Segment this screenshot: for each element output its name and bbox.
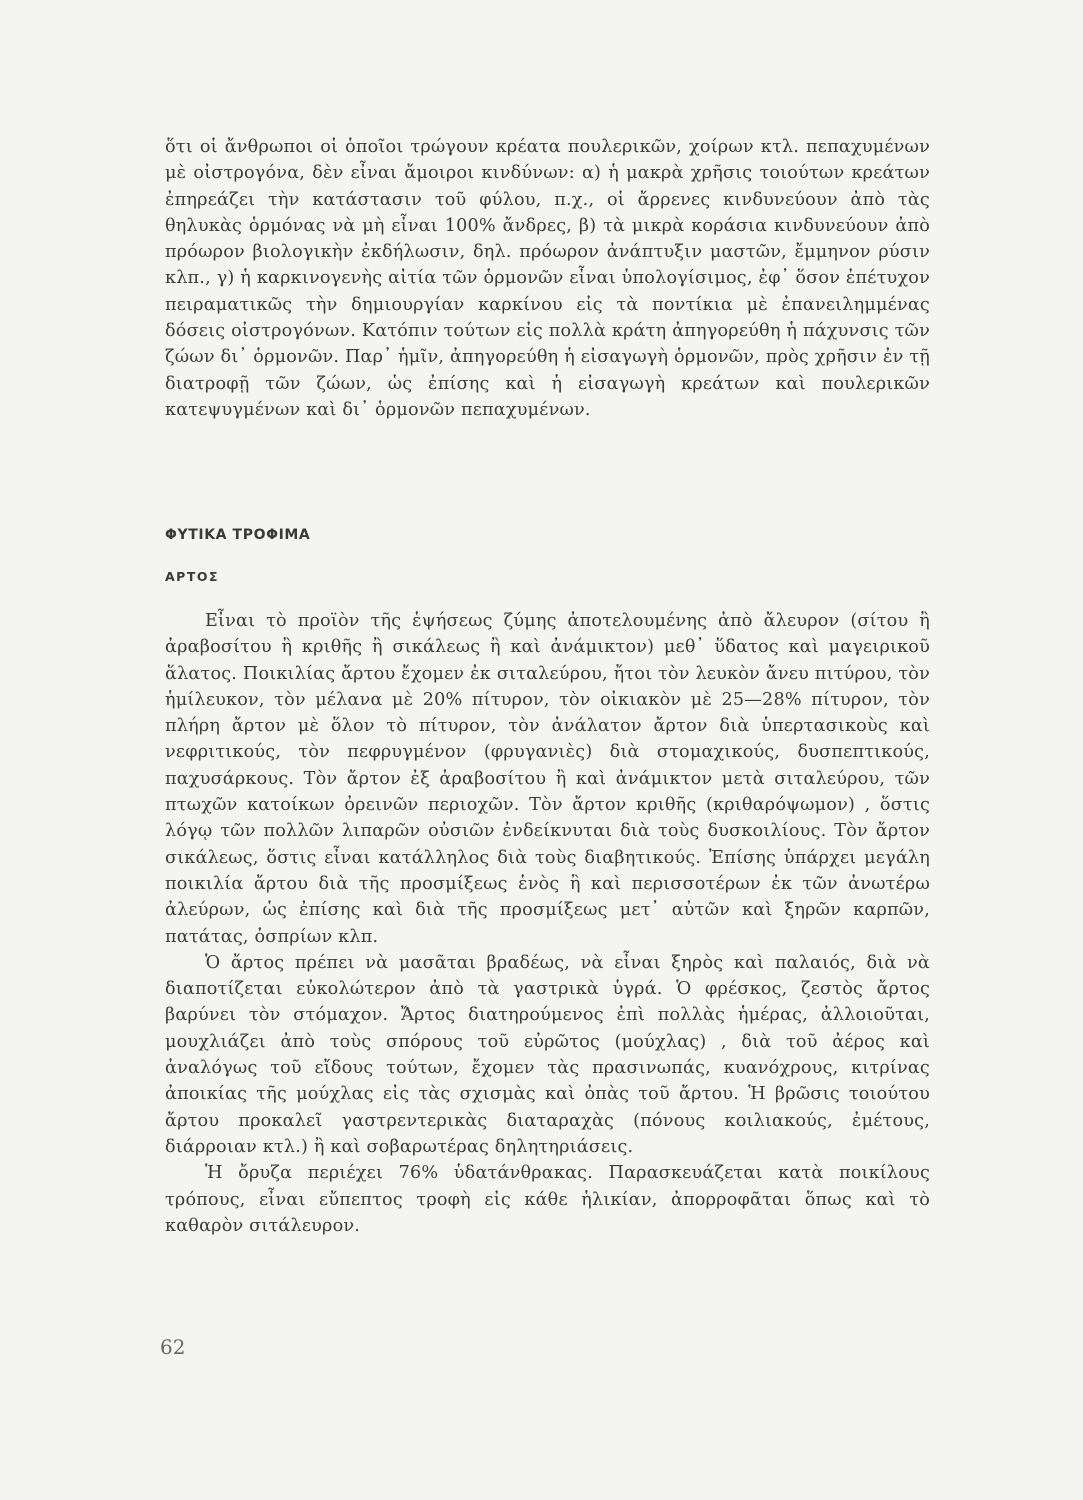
bread-paragraph: Ὁ ἄρτος πρέπει νὰ μασᾶται βραδέως, νὰ εἶναι ξηρὸς καὶ παλαιός, διὰ νὰ διαποτίζεται εὐκολώτερον ἀπὸ τὰ γαστρικὰ ὑγρά. Ὁ φρέσκος, ζεστὸς ἄρτος βαρύνει τὸν στόμαχον. Ἄρτος διατηρούμενος ἐπὶ πολλὰς ἡμέρας, ἀλλοιοῦται, μουχλιάζει ἀπὸ τοὺς σπόρους τοῦ εὐρῶτος (μούχλας) , διὰ τοῦ ἀέρος καὶ ἀναλόγως τοῦ εἴδους τούτων, ἔχομεν τὰς πρασινωπάς, κυανόχρους, κιτρίνας ἀποικίας τῆς μούχλας εἰς τὰς σχισμὰς καὶ ὀπὰς τοῦ ἄρτου. Ἡ βρῶσις τοιούτου ἄρτου προκαλεῖ γαστρεντερικὰς διαταραχὰς (πόνους κοιλιακούς, ἐμέτους, διάρροιαν κτλ.) ἢ καὶ σοβαρωτέρας δηλητηριάσεις. [165,952,930,1157]
intro-paragraph: ὅτι οἱ ἄνθρωποι οἱ ὁποῖοι τρώγουν κρέατα πουλερικῶν, χοίρων κτλ. πεπαχυμένων μὲ οἰστρογόνα, δὲν εἶναι ἄμοιροι κινδύνων: α) ἡ μακρὰ χρῆσις τοιούτων κρεάτων ἐπηρεάζει τὴν κατάστασιν τοῦ φύλου, π.χ., οἱ ἄρρενες κινδυνεύουν ἀπὸ τὰς θηλυκὰς ὁρμόνας νὰ μὴ εἶναι 100% ἄνδρες, β) τὰ μικρὰ κοράσια κινδυνεύουν ἀπὸ πρόωρον βιολογικὴν ἐκδήλωσιν, δηλ. πρόωρον ἀνάπτυξιν μαστῶν, ἔμμηνον ρύσιν κλπ., γ) ἡ καρκινογενὴς αἰτία τῶν ὁρμονῶν εἶναι ὑπολογίσιμος, ἐφ᾿ ὅσον ἐπέτυχον πειραματικῶς τὴν δημιουργίαν καρκίνου εἰς τὰ ποντίκια μὲ ἐπανειλημμένας δόσεις οἰστρογόνων. Κατόπιν τούτων εἰς πολλὰ κράτη ἀπηγορεύθη ἡ πάχυνσις τῶν ζώων δι᾿ ὁρμονῶν. Παρ᾿ ἡμῖν, ἀπηγορεύθη ἡ εἰσαγωγὴ ὁρμονῶν, πρὸς χρῆσιν ἐν τῇ διατροφῇ τῶν ζώων, ὡς ἐπίσης καὶ ἡ εἰσαγωγὴ κρεάτων καὶ πουλερικῶν κατεψυγμένων καὶ δι᾿ ὁρμονῶν πεπαχυμένων. [165,137,930,420]
rice-paragraph: Ἡ ὄρυζα περιέχει 76% ὑδατάνθρακας. Παρασκευάζεται κατὰ ποικίλους τρόπους, εἶναι εὔπεπτος τροφὴ εἰς κάθε ἡλικίαν, ἀπορροφᾶται ὅπως καὶ τὸ καθαρὸν σιτάλευρον. [165,1163,930,1236]
page-number: 62 [160,1335,186,1359]
bread-section-body [165,608,930,1239]
subsection-heading: ΑΡΤΟΣ [165,569,220,584]
section-heading: ΦΥΤΙΚΑ ΤΡΟΦΙΜΑ [165,527,311,543]
bread-paragraph: Εἶναι τὸ προϊὸν τῆς ἑψήσεως ζύμης ἀποτελουμένης ἀπὸ ἄλευρον (σίτου ἢ ἀραβοσίτου ἢ κριθῆς ἢ σικάλεως ἢ καὶ ἀνάμικτον) μεθ᾿ ὕδατος καὶ μαγειρικοῦ ἅλατος. Ποικιλίας ἄρτου ἔχομεν ἐκ σιταλεύρου, ἤτοι τὸν λευκὸν ἄνευ πιτύρου, τὸν ἡμίλευκον, τὸν μέλανα μὲ 20% πίτυρον, τὸν οἰκιακὸν μὲ 25—28% πίτυρον, τὸν πλήρη ἄρτον μὲ ὅλον τὸ πίτυρον, τὸν ἀνάλατον ἄρτον διὰ ὑπερτασικοὺς καὶ νεφριτικούς, τὸν πεφρυγμένον (φρυγανιὲς) διὰ στομαχικούς, δυσπεπτικούς, παχυσάρκους. Τὸν ἄρτον ἐξ ἀραβοσίτου ἢ καὶ ἀνάμικτον μετὰ σιταλεύρου, τῶν πτωχῶν κατοίκων ὀρεινῶν περιοχῶν. Τὸν ἄρτον κριθῆς (κριθαρόψωμον) , ὅστις λόγῳ τῶν πολλῶν λιπαρῶν οὐσιῶν ἐνδείκνυται διὰ τοὺς δυσκοιλίους. Τὸν ἄρτον σικάλεως, ὅστις εἶναι κατάλληλος διὰ τοὺς διαβητικούς. Ἐπίσης ὑπάρχει μεγάλη ποικιλία ἄρτου διὰ τῆς προσμίξεως ἑνὸς ἢ καὶ περισσοτέρων ἐκ τῶν ἀνωτέρω ἀλεύρων, ὡς ἐπίσης καὶ διὰ τῆς προσμίξεως μετ᾿ αὐτῶν καὶ ξηρῶν καρπῶν, πατάτας, ὀσπρίων κλπ. [165,611,930,947]
